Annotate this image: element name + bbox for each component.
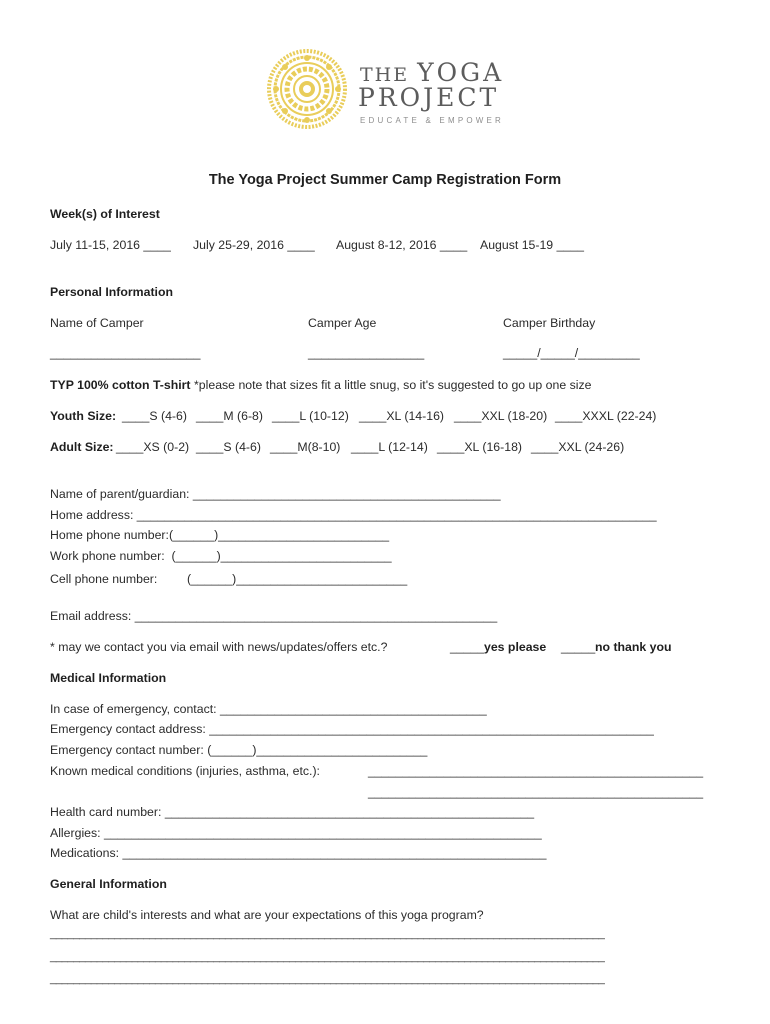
week-option-1[interactable]: July 11-15, 2016 ____ [50,238,171,252]
parent-name-field[interactable]: Name of parent/guardian: _____________________________________________ [50,487,501,501]
tshirt-label: TYP 100% cotton T-shirt [50,378,191,392]
youth-size-s[interactable]: ____S (4-6) [122,409,187,423]
consent-yes-option[interactable]: yes please [484,640,547,654]
youth-size-xl[interactable]: ____XL (14-16) [359,409,444,423]
medical-heading: Medical Information [50,671,167,685]
adult-size-xl[interactable]: ____XL (16-18) [437,440,522,454]
home-phone-field[interactable]: Home phone number:(______)_________________________ [50,528,390,542]
emergency-number-field[interactable]: Emergency contact number: (______)_________________________ [50,743,428,757]
camper-birthday-label: Camper Birthday [503,316,596,330]
general-heading: General Information [50,877,167,891]
medical-conditions-line-2[interactable]: _________________________________________________ [368,785,704,799]
email-field[interactable]: Email address: _____________________________________________________ [50,609,498,623]
interests-answer-line-1[interactable]: _______________________________________________________________________________________________ [50,928,605,940]
camper-name-field[interactable]: ______________________ [50,346,201,360]
week-option-3[interactable]: August 8-12, 2016 ____ [336,238,468,252]
youth-size-xxl[interactable]: ____XXL (18-20) [454,409,548,423]
consent-no-option[interactable]: no thank you [595,640,672,654]
adult-size-xs[interactable]: ____XS (0-2) [116,440,190,454]
form-title: The Yoga Project Summer Camp Registration Form [208,172,562,188]
brand-project: PROJECT [358,83,500,112]
allergies-field[interactable]: Allergies: ________________________________________________________________ [50,826,542,840]
youth-size-xxxl[interactable]: ____XXXL (22-24) [555,409,657,423]
camper-age-label: Camper Age [308,316,377,330]
camper-birthday-field[interactable]: _____/_____/_________ [503,346,640,360]
interests-answer-line-3[interactable]: _______________________________________________________________________________________________ [50,973,605,985]
email-consent-question: * may we contact you via email with news/updates/offers etc.? [50,640,388,654]
consent-no-line[interactable]: _____ [561,640,596,654]
weeks-heading: Week(s) of Interest [50,207,160,221]
health-card-field[interactable]: Health card number: ______________________________________________________ [50,805,535,819]
camper-age-field[interactable]: _________________ [308,346,425,360]
week-option-4[interactable]: August 15-19 ____ [480,238,584,252]
brand-the: THE [360,64,410,86]
youth-size-l[interactable]: ____L (10-12) [272,409,349,423]
home-address-field[interactable]: Home address: ____________________________________________________________________________ [50,508,657,522]
emergency-contact-field[interactable]: In case of emergency, contact: _______________________________________ [50,702,487,716]
tshirt-note: *please note that sizes fit a little snug, so it's suggested to go up one size [194,378,592,392]
adult-size-m[interactable]: ____M(8-10) [270,440,341,454]
interests-answer-line-2[interactable]: _______________________________________________________________________________________________ [50,951,605,963]
cell-phone-label: Cell phone number: [50,572,158,586]
youth-size-label: Youth Size: [50,409,117,423]
brand-yoga: YOGA [417,58,505,87]
medications-field[interactable]: Medications: ______________________________________________________________ [50,846,547,860]
week-option-2[interactable]: July 25-29, 2016 ____ [193,238,315,252]
emergency-address-field[interactable]: Emergency contact address: _________________________________________________________________ [50,722,654,736]
youth-size-m[interactable]: ____M (6-8) [196,409,263,423]
adult-size-xxl[interactable]: ____XXL (24-26) [531,440,625,454]
interests-question: What are child's interests and what are your expectations of this yoga program? [50,908,484,922]
mandala-logo-icon [266,48,348,130]
cell-phone-field[interactable]: (______)_________________________ [187,572,408,586]
personal-heading: Personal Information [50,285,173,299]
adult-size-label: Adult Size: [50,440,114,454]
work-phone-field[interactable]: Work phone number: (______)_________________________ [50,549,392,563]
medical-conditions-label: Known medical conditions (injuries, asthma, etc.): [50,764,320,778]
adult-size-s[interactable]: ____S (4-6) [196,440,261,454]
consent-yes-line[interactable]: _____ [450,640,485,654]
camper-name-label: Name of Camper [50,316,144,330]
adult-size-l[interactable]: ____L (12-14) [351,440,428,454]
medical-conditions-line-1[interactable]: _________________________________________________ [368,764,704,778]
brand-tagline: EDUCATE & EMPOWER [360,116,505,125]
